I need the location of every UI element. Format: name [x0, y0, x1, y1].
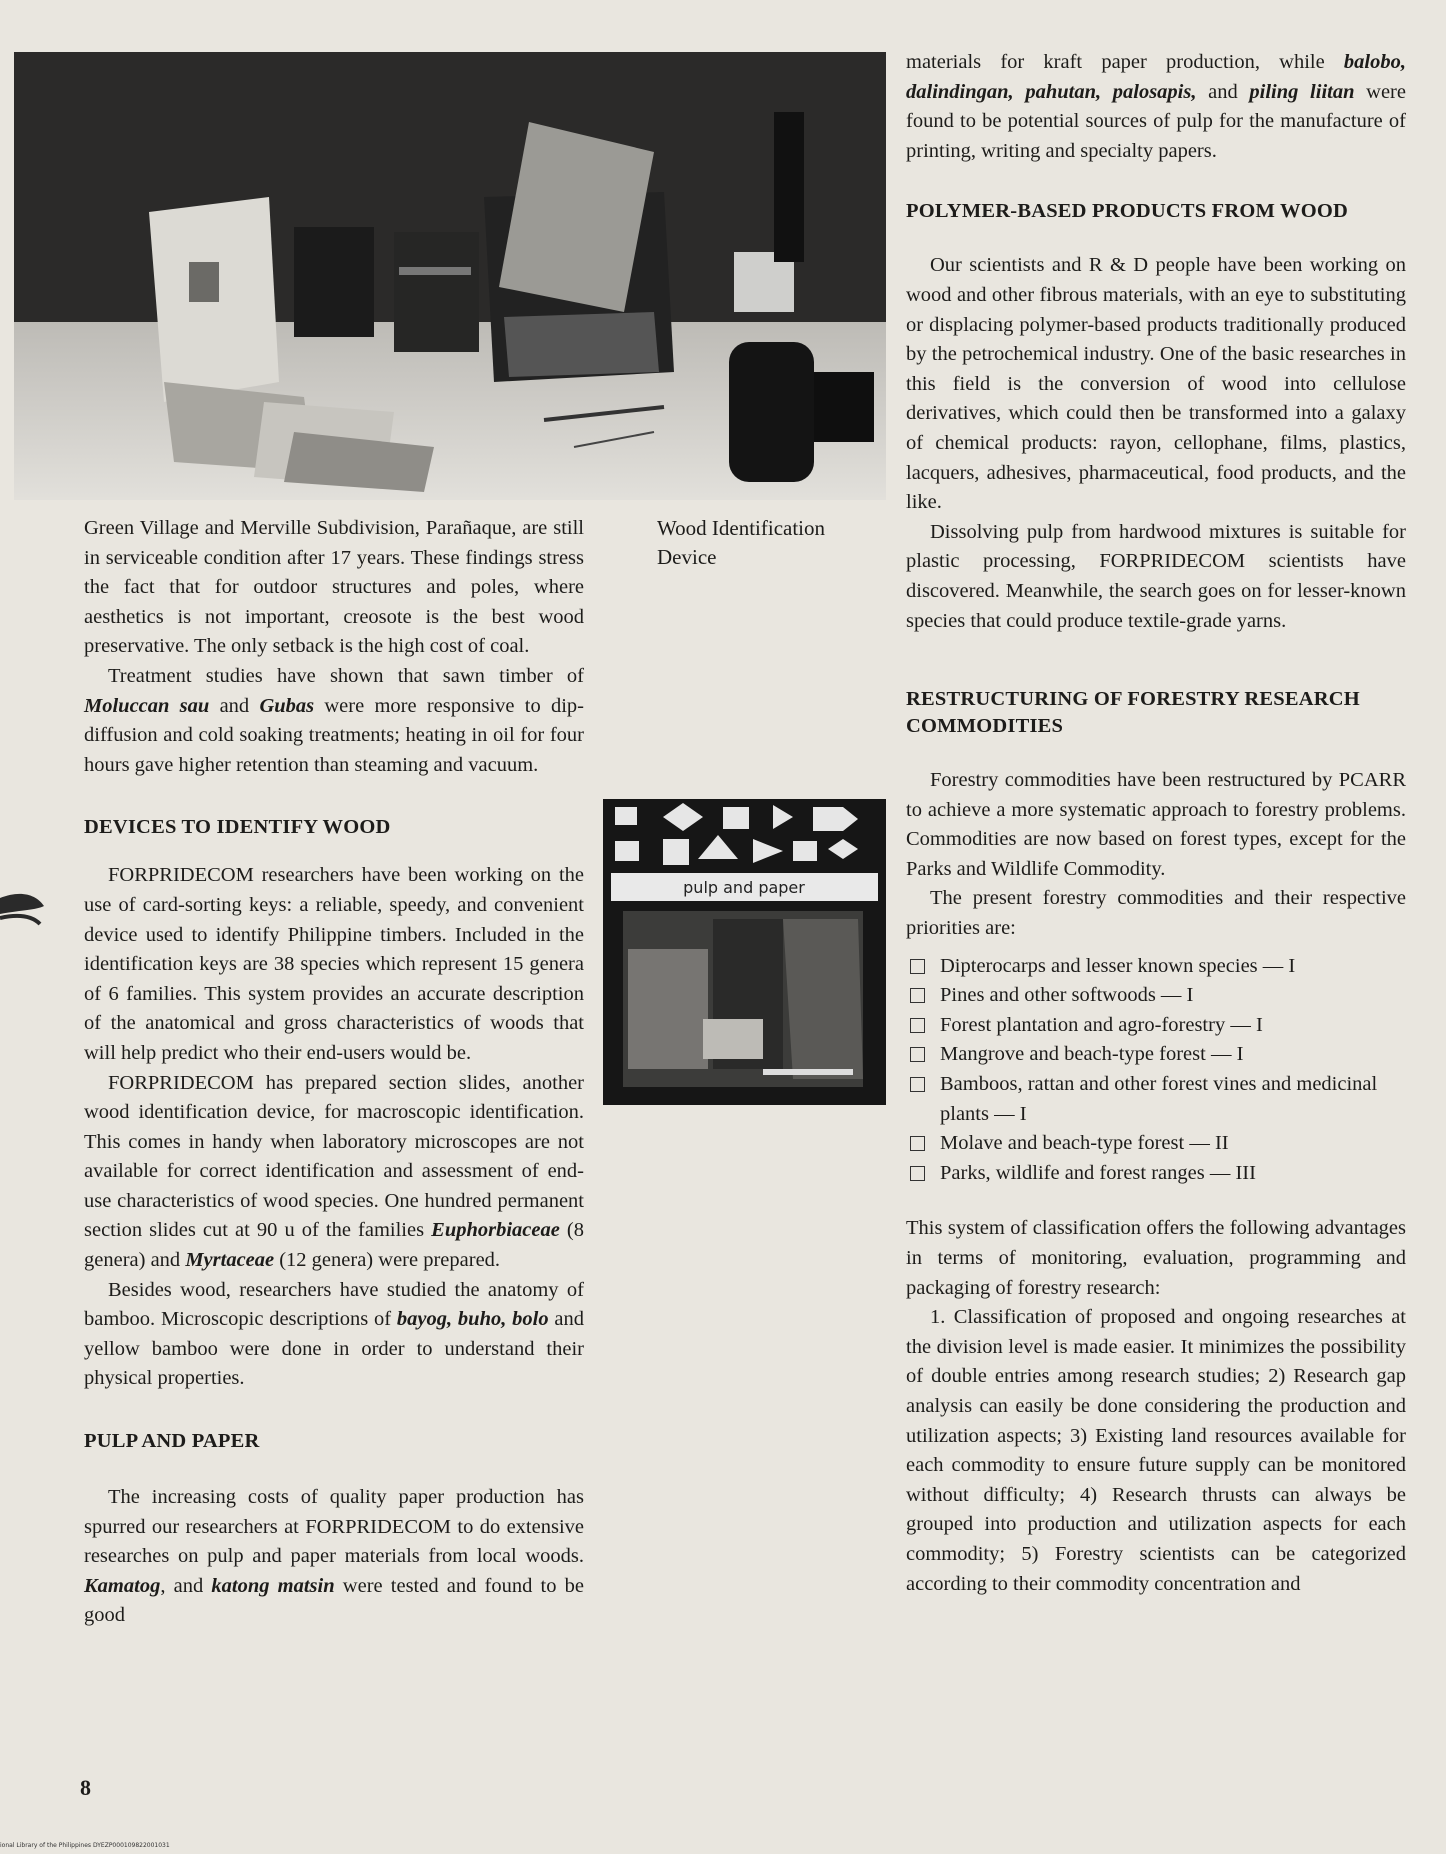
text-run: Treatment studies have shown that sawn timber of [108, 664, 584, 687]
wood-identification-photo [14, 52, 886, 500]
restructuring-paragraph-1: Forestry commodities have been restructured by PCARR to achieve a more systematic approach to forestry problems. Commodities are now based on forest types, except for the Parks and Wildlife Commodity. [906, 769, 1406, 880]
photo-illustration [14, 52, 886, 500]
pulp-paper-illustration [603, 799, 886, 1105]
list-item-label: Mangrove and beach-type forest — I [940, 1043, 1244, 1066]
list-item [906, 1129, 1406, 1159]
list-item-label: Molave and beach-type forest — II [940, 1132, 1229, 1155]
continued-paragraph [906, 48, 1406, 166]
text-run: were found to be potential sources of pulp for the manufacture of printing, writing and specialty papers. [906, 80, 1406, 162]
pulp-paragraph-1 [84, 1483, 584, 1631]
caption-line2: Device [657, 545, 717, 569]
priority-list [906, 952, 1406, 1189]
intro-paragraph: Green Village and Merville Subdivision, Parañaque, are still in serviceable condition after 17 years. These findings stress the fact that for outdoor structures and poles, where aesthetics is not important, creosote is the best wood preservative. The only setback is the high cost of coal. [84, 517, 584, 658]
checkbox-icon [910, 1047, 925, 1062]
section-heading-devices: DEVICES TO IDENTIFY WOOD [84, 816, 391, 839]
text-run: were tested and found to be good [84, 1574, 584, 1627]
right-column [906, 48, 1406, 1599]
species-name: bayog, buho, bolo [396, 1308, 549, 1331]
species-name: Kamatog [84, 1574, 161, 1597]
section-heading-restructuring: RESTRUCTURING OF FORESTRY RESEARCH COMMODITIES [906, 688, 1360, 738]
list-item [906, 1159, 1406, 1189]
checkbox-icon [910, 1077, 925, 1092]
restructuring-paragraph-2: The present forestry commodities and their respective priorities are: [906, 887, 1406, 940]
pulp-and-paper-photo [603, 799, 886, 1105]
binder-clip-icon [0, 880, 48, 940]
polymer-paragraph-1: Our scientists and R & D people have been working on wood and other fibrous materials, with an eye to substituting or displacing polymer-based products traditionally produced by the petrochemical industry. One of the basic researches in this field is the conversion of wood into cellulose derivatives, which could then be transformed into a galaxy of chemical products: rayon, cellophane, films, plastics, lacquers, adhesives, pharmaceutical, food products, and the like. [906, 254, 1406, 514]
text-run: and [209, 694, 260, 717]
section-heading-polymer: POLYMER-BASED PRODUCTS FROM WOOD [906, 200, 1349, 223]
restructuring-paragraph-4: 1. Classification of proposed and ongoing researches at the division level is made easier. It minimizes the possibility of double entries among research studies; 2) Research gap analysis can easily be done considering the production and utilization aspects; 3) Existing land resources available for each commodity to ensure future supply can be monitored without difficulty; 4) Research thrusts can always be grouped into production and utilization aspects for each commodity; 5) Forestry scientists can be categorized according to their commodity concentration and [906, 1306, 1406, 1595]
species-name: balobo, dalindingan, pahutan, palosapis, [906, 51, 1406, 103]
text-run: Besides wood, researchers have studied the anatomy of bamboo. Microscopic descriptions of [84, 1278, 584, 1331]
checkbox-icon [910, 959, 925, 974]
devices-paragraph-1: FORPRIDECOM researchers have been working on the use of card-sorting keys: a reliable, speedy, and convenient device used to identify Philippine timbers. Included in the identification keys are 38 species which represent 15 genera of 6 families. This system provides an accurate description of the anatomical and gross characteristics of woods that will help predict who their end-users would be. [84, 864, 584, 1064]
text-run: FORPRIDECOM has prepared section slides, another wood identification device, for macroscopic identification. This comes in handy when laboratory microscopes are not available for correct identification and assessment of end-use characteristics of wood species. One hundred permanent section slides cut at 90 u of the families [84, 1071, 584, 1242]
banner-text: pulp and paper [683, 878, 805, 897]
text-run: (12 genera) were prepared. [274, 1249, 501, 1272]
list-item-label: Dipterocarps and lesser known species — I [940, 954, 1296, 977]
checkbox-icon [910, 1136, 925, 1151]
list-item-label: Bamboos, rattan and other forest vines and medicinal plants — I [940, 1073, 1378, 1125]
species-name: Gubas [259, 694, 315, 717]
list-item-label: Pines and other softwoods — I [940, 984, 1194, 1007]
text-run: , and [160, 1574, 212, 1597]
section-heading-pulp: PULP AND PAPER [84, 1430, 260, 1453]
restructuring-paragraph-3: This system of classification offers the following advantages in terms of monitoring, evaluation, programming and packaging of forestry research: [906, 1217, 1406, 1299]
list-item [906, 1011, 1406, 1041]
text-run: The increasing costs of quality paper production has spurred our researchers at FORPRIDECOM to do extensive researches on pulp and paper materials from local woods. [84, 1486, 584, 1568]
devices-paragraph-3 [84, 1276, 584, 1394]
caption-line1: Wood Identification [657, 516, 826, 540]
family-name: Myrtaceae [185, 1249, 275, 1272]
family-name: Euphorbiaceae [431, 1219, 560, 1242]
checkbox-icon [910, 1166, 925, 1181]
checkbox-icon [910, 1018, 925, 1033]
list-item [906, 981, 1406, 1011]
checkbox-icon [910, 988, 925, 1003]
species-name: piling liitan [1249, 80, 1355, 103]
text-run: and yellow bamboo were done in order to understand their physical properties. [84, 1308, 584, 1390]
devices-paragraph-2 [84, 1069, 584, 1276]
left-column [84, 514, 584, 1631]
scan-footer: ional Library of the Philippines DYEZP000109822001031 [0, 1842, 170, 1849]
treatment-paragraph [84, 662, 584, 780]
list-item-label: Forest plantation and agro-forestry — I [940, 1013, 1263, 1036]
text-run: were more responsive to dip-diffusion and cold soaking treatments; heating in oil for four hours gave higher retention than steaming and vacuum. [84, 694, 584, 776]
text-run: and [1196, 80, 1250, 103]
text-run: (8 genera) and [84, 1219, 584, 1272]
list-item [906, 952, 1406, 982]
species-name: katong matsin [211, 1574, 335, 1597]
list-item [906, 1070, 1406, 1129]
list-item-label: Parks, wildlife and forest ranges — III [940, 1161, 1256, 1184]
polymer-paragraph-2: Dissolving pulp from hardwood mixtures is suitable for plastic processing, FORPRIDECOM scientists have discovered. Meanwhile, the search goes on for lesser-known species that could produce textile-grade yarns. [906, 520, 1406, 632]
text-run: materials for kraft paper production, while [906, 51, 1344, 73]
page-number: 8 [80, 1775, 91, 1800]
photo-caption [657, 514, 825, 572]
species-name: Moluccan sau [84, 694, 210, 717]
list-item [906, 1040, 1406, 1070]
